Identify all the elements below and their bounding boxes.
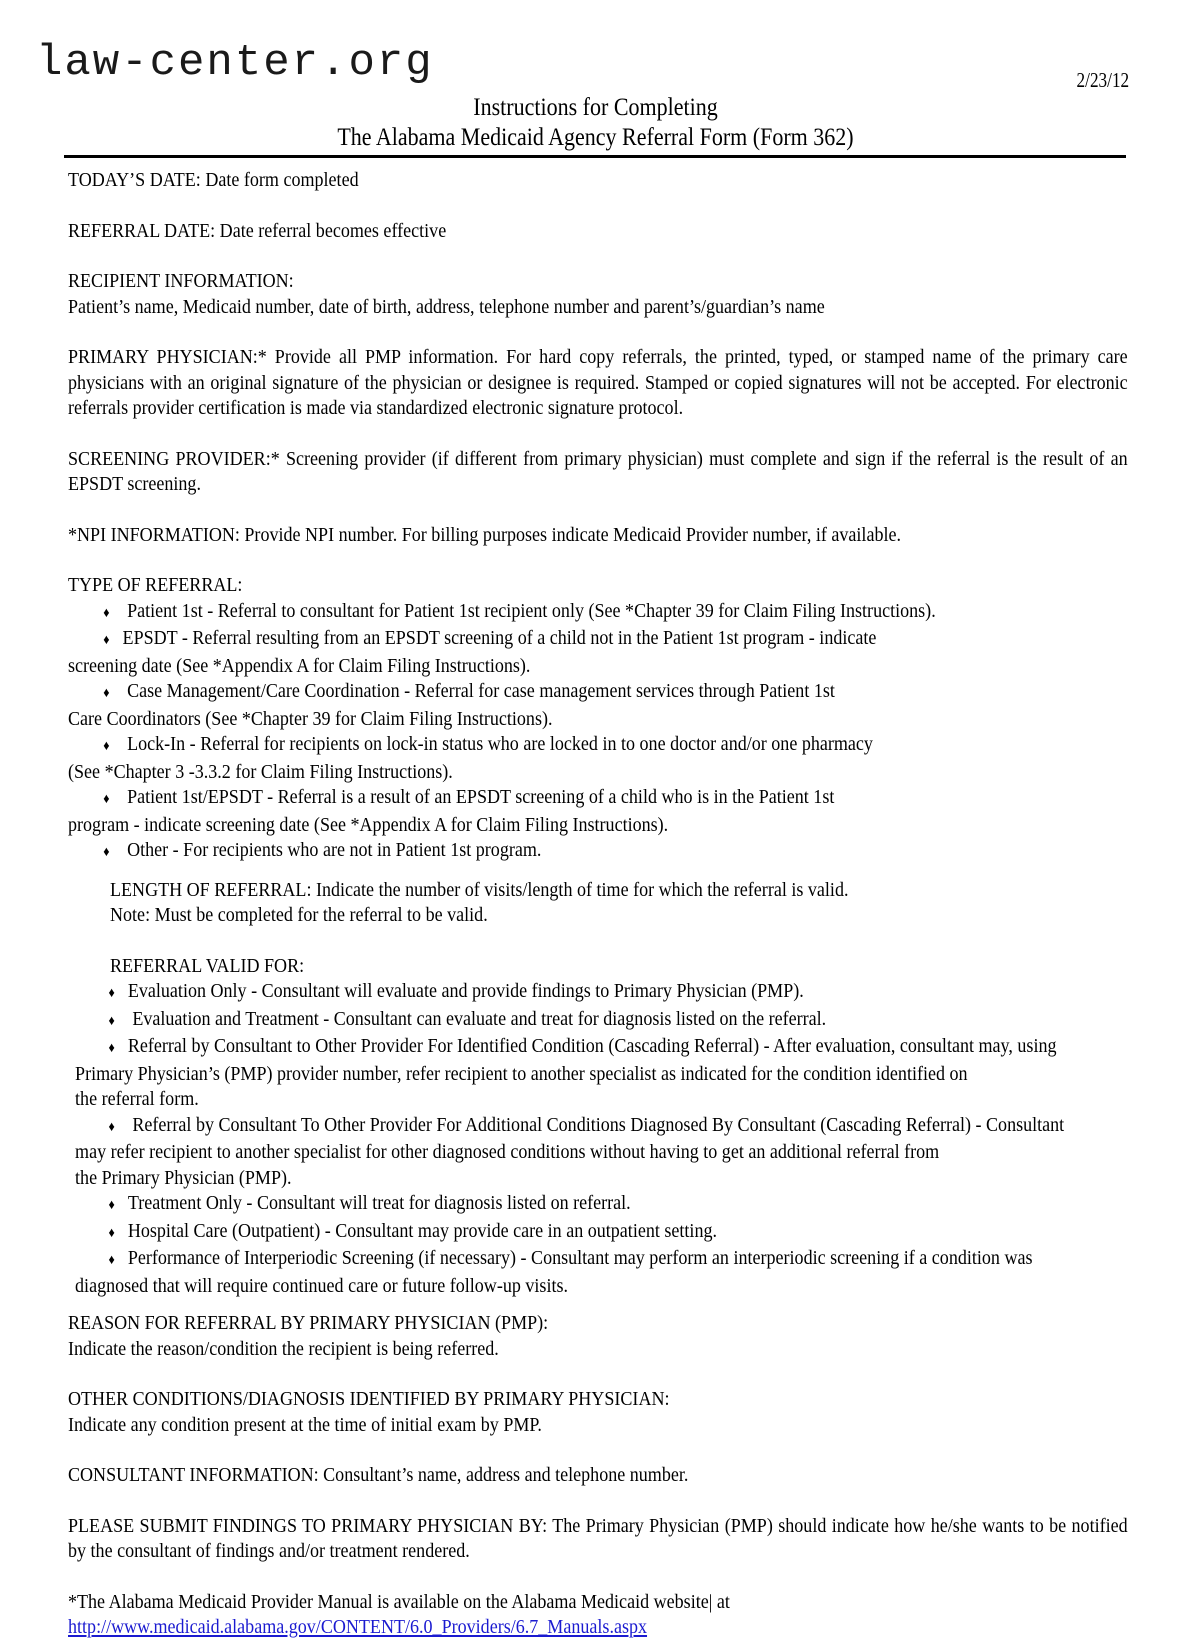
todays-date-line: TODAY’S DATE: Date form completed <box>68 169 359 191</box>
spacer <box>68 1362 1128 1387</box>
diamond-bullet-icon: ♦ <box>103 605 110 621</box>
list-item-continuation-line <box>68 707 1128 733</box>
list-item-first-line <box>68 1219 1168 1247</box>
list-item-continuation-line <box>68 813 1128 839</box>
list-item-continuation-line <box>68 654 1128 680</box>
list-item <box>68 1191 1128 1219</box>
diamond-bullet-icon: ♦ <box>103 792 110 807</box>
list-item-continuation-line <box>68 1062 1135 1088</box>
list-item-text: Patient 1st/EPSDT - Referral is a result of an EPSDT screening of a child who is in the Patient 1st <box>122 786 835 808</box>
list-item <box>68 785 1128 838</box>
referral-date-line: REFERRAL DATE: Date referral becomes effective <box>68 219 447 242</box>
list-item-text: Primary Physician’s (PMP) provider number, refer recipient to another specialist as indicated for the condition identified on <box>75 1062 968 1085</box>
diamond-bullet-icon: ♦ <box>108 1198 115 1213</box>
length-of-referral-line-1: LENGTH OF REFERRAL: Indicate the number of visits/length of time for which the referral is valid. <box>110 878 849 901</box>
diamond-bullet-icon: ♦ <box>103 739 110 754</box>
list-item <box>68 599 1128 627</box>
diamond-bullet-icon: ♦ <box>103 845 110 860</box>
list-item <box>68 1113 1128 1192</box>
list-item-first-line <box>68 1113 1168 1141</box>
list-item-first-line <box>68 732 1163 760</box>
spacer <box>68 1299 1128 1311</box>
list-item-first-line <box>68 1007 1168 1035</box>
spacer <box>68 1438 1128 1463</box>
spacer <box>68 866 1128 878</box>
spacer <box>68 320 1128 345</box>
list-item-first-line <box>68 1191 1168 1219</box>
diamond-bullet-icon: ♦ <box>108 1253 115 1268</box>
submit-findings-paragraph: PLEASE SUBMIT FINDINGS TO PRIMARY PHYSICIAN BY: The Primary Physician (PMP) should indicate how he/she wants to be notified by the consultant of findings and/or treatment rendered. <box>68 1514 1128 1562</box>
reason-for-referral-heading: REASON FOR REFERRAL BY PRIMARY PHYSICIAN (PMP): <box>68 1312 549 1334</box>
recipient-information-body: Patient’s name, Medicaid number, date of birth, address, telephone number and parent’s/guardian’s name <box>68 295 825 318</box>
list-item-text: Patient 1st - Referral to consultant for Patient 1st recipient only (See *Chapter 39 for Claim Filing Instructions). <box>122 599 936 622</box>
spacer <box>68 422 1128 447</box>
list-item <box>68 626 1128 679</box>
provider-manual-url-link[interactable]: http://www.medicaid.alabama.gov/CONTENT/6.0_Providers/6.7_Manuals.aspx <box>68 1616 648 1638</box>
diamond-bullet-icon: ♦ <box>108 1041 115 1056</box>
list-item-text: EPSDT - Referral resulting from an EPSDT screening of a child not in the Patient 1st program - indicate <box>122 627 877 649</box>
provider-manual-note: *The Alabama Medicaid Provider Manual is available on the Alabama Medicaid website| at <box>68 1590 730 1613</box>
list-item-text: Case Management/Care Coordination - Referral for case management services through Patient 1st <box>122 680 835 702</box>
list-item-text: Treatment Only - Consultant will treat for diagnosis listed on referral. <box>127 1192 631 1214</box>
document-title-line-2: The Alabama Medicaid Agency Referral Form (Form 362) <box>337 124 854 151</box>
list-item <box>68 838 1128 866</box>
spacer <box>68 498 1128 523</box>
referral-valid-for-heading-wrap <box>68 954 1128 980</box>
type-of-referral-heading: TYPE OF REFERRAL: <box>68 574 243 596</box>
spacer <box>68 929 1128 954</box>
list-item-text: Performance of Interperiodic Screening (if necessary) - Consultant may perform an interperiodic screening if a condition was <box>127 1247 1033 1269</box>
list-item-text: program - indicate screening date (See *Appendix A for Claim Filing Instructions). <box>68 813 669 836</box>
document-date: 2/23/12 <box>1076 68 1129 92</box>
list-item-text: Referral by Consultant To Other Provider For Additional Conditions Diagnosed By Consultant (Cascading Referral) - Consultant <box>127 1113 1065 1136</box>
list-item-text: Lock-In - Referral for recipients on lock-in status who are locked in to one doctor and/or one pharmacy <box>122 733 873 755</box>
referral-valid-for-heading: REFERRAL VALID FOR: <box>110 954 305 977</box>
length-of-referral-block <box>68 878 1128 929</box>
screening-provider-paragraph: SCREENING PROVIDER:* Screening provider (if different from primary physician) must complete and sign if the referral is the result of an EPSDT screening. <box>68 447 1128 495</box>
spacer <box>68 548 1128 573</box>
header-divider-rule <box>64 155 1126 158</box>
document-body <box>68 168 1128 1641</box>
document-title <box>0 93 1191 153</box>
other-conditions-heading: OTHER CONDITIONS/DIAGNOSIS IDENTIFIED BY PRIMARY PHYSICIAN: <box>68 1388 670 1410</box>
list-item-first-line <box>68 626 1163 654</box>
list-item-first-line <box>68 1246 1168 1274</box>
consultant-information-line: CONSULTANT INFORMATION: Consultant’s name, address and telephone number. <box>68 1464 689 1486</box>
recipient-information-heading: RECIPIENT INFORMATION: <box>68 270 294 292</box>
list-item <box>68 1246 1128 1299</box>
diamond-bullet-icon: ♦ <box>108 1119 115 1135</box>
list-item-text: Hospital Care (Outpatient) - Consultant may provide care in an outpatient setting. <box>127 1219 718 1242</box>
list-item <box>68 679 1128 732</box>
diamond-bullet-icon: ♦ <box>103 686 110 701</box>
list-item-text: Care Coordinators (See *Chapter 39 for Claim Filing Instructions). <box>68 707 553 730</box>
list-item-first-line <box>68 599 1163 627</box>
list-item-first-line <box>68 785 1163 813</box>
site-brand-watermark: law-center.org <box>36 38 434 88</box>
list-item <box>68 1219 1128 1247</box>
diamond-bullet-icon: ♦ <box>108 986 115 1001</box>
list-item-first-line <box>68 838 1163 866</box>
list-item-text: Other - For recipients who are not in Patient 1st program. <box>122 839 542 861</box>
list-item-text: Referral by Consultant to Other Provider For Identified Condition (Cascading Referral) - After evaluation, consultant may, using <box>127 1035 1057 1057</box>
primary-physician-paragraph: PRIMARY PHYSICIAN:* Provide all PMP information. For hard copy referrals, the printed, typed, or stamped name of the primary care physicians with an original signature of the physician or designee is required. Stamped or copied signatures will not be accepted. For electronic referrals provider certification is made via standardized electronic signature protocol. <box>68 346 1128 419</box>
list-item-text: (See *Chapter 3 -3.3.2 for Claim Filing Instructions). <box>68 760 453 783</box>
type-of-referral-list <box>68 599 1128 866</box>
other-conditions-body: Indicate any condition present at the time of initial exam by PMP. <box>68 1413 542 1436</box>
spacer <box>68 194 1128 219</box>
list-item-first-line <box>68 1034 1168 1062</box>
list-item-text: screening date (See *Appendix A for Claim Filing Instructions). <box>68 654 531 677</box>
list-item-text: may refer recipient to another specialist for other diagnosed conditions without having to get an additional referral from <box>75 1141 940 1163</box>
list-item <box>68 1007 1128 1035</box>
list-item-text: Evaluation and Treatment - Consultant can evaluate and treat for diagnosis listed on the referral. <box>127 1007 827 1030</box>
list-item <box>68 979 1128 1007</box>
list-item-continuation-line <box>68 1087 1135 1113</box>
spacer <box>68 1565 1128 1590</box>
document-title-line-1: Instructions for Completing <box>473 94 718 121</box>
diamond-bullet-icon: ♦ <box>108 1013 115 1029</box>
npi-information-paragraph: *NPI INFORMATION: Provide NPI number. For billing purposes indicate Medicaid Provider number, if available. <box>68 523 902 546</box>
list-item-text: diagnosed that will require continued care or future follow-up visits. <box>75 1274 569 1297</box>
provider-manual-link-wrap <box>68 1615 1128 1641</box>
list-item-text: Evaluation Only - Consultant will evaluate and provide findings to Primary Physician (PMP). <box>127 980 804 1002</box>
list-item-continuation-line <box>68 760 1128 786</box>
list-item-text: the Primary Physician (PMP). <box>75 1166 292 1189</box>
list-item-continuation-line <box>68 1166 1135 1192</box>
spacer <box>68 1489 1128 1514</box>
spacer <box>68 244 1128 269</box>
list-item <box>68 732 1128 785</box>
list-item-first-line <box>68 679 1163 707</box>
referral-valid-for-list <box>68 979 1128 1299</box>
list-item-continuation-line <box>68 1140 1135 1166</box>
length-of-referral-line-2: Note: Must be completed for the referral to be valid. <box>110 904 488 926</box>
list-item-text: the referral form. <box>75 1088 199 1110</box>
diamond-bullet-icon: ♦ <box>108 1225 115 1241</box>
reason-for-referral-body: Indicate the reason/condition the recipient is being referred. <box>68 1337 499 1360</box>
list-item-first-line <box>68 979 1168 1007</box>
diamond-bullet-icon: ♦ <box>103 633 110 648</box>
list-item <box>68 1034 1128 1113</box>
list-item-continuation-line <box>68 1274 1135 1300</box>
